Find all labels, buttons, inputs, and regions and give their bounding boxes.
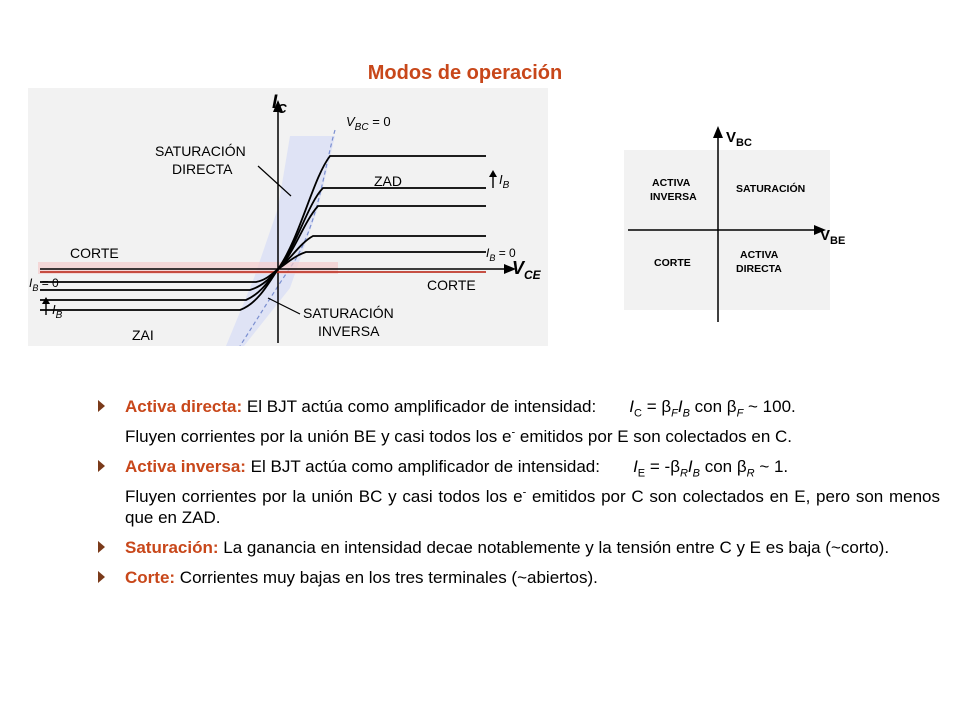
q-activa-inversa-1: ACTIVA xyxy=(652,177,691,189)
bullet-arrow-icon xyxy=(98,571,105,583)
bullet-text: La ganancia en intensidad decae notablemente y la tensión entre C y E es baja (~corto). xyxy=(218,538,890,557)
bullet-keyword: Activa inversa: xyxy=(125,457,246,476)
zad-label: ZAD xyxy=(374,173,402,189)
sat-directa-line1: SATURACIÓN xyxy=(155,143,246,159)
q-activa-directa-2: DIRECTA xyxy=(736,263,782,275)
bullet-keyword: Corte: xyxy=(125,568,176,587)
bjt-output-characteristics-diagram xyxy=(28,88,548,346)
vbc-zero-label: $V_{BC} = 0$ xyxy=(346,114,391,133)
bullet-keyword: Activa directa: xyxy=(125,397,243,416)
q-corte: CORTE xyxy=(654,257,691,269)
q-activa-inversa-2: INVERSA xyxy=(650,191,697,203)
operating-modes-list xyxy=(98,396,940,597)
vbe-axis-label: $V_{BE}$ xyxy=(820,227,846,247)
corte-right-label: CORTE xyxy=(427,277,476,293)
sat-inversa-line2: INVERSA xyxy=(318,323,380,339)
ib-left-label: $I_B$ xyxy=(52,302,63,321)
operating-modes-quadrant-diagram xyxy=(620,120,854,326)
zai-label: ZAI xyxy=(132,327,154,343)
sat-inversa-line1: SATURACIÓN xyxy=(303,305,394,321)
page-title: Modos de operación xyxy=(367,62,563,84)
corte-left-label: CORTE xyxy=(70,245,119,261)
formula-ie: $I_E = -\beta_RI_B$ con $\beta_R$ ~ 1. xyxy=(633,457,789,480)
bullet-keyword: Saturación: xyxy=(125,538,219,557)
ic-axis-label: $I_C$ xyxy=(272,92,287,116)
bullet-activa-directa xyxy=(98,396,940,420)
ib-up-label: $I_B$ xyxy=(499,172,510,191)
paragraph-activa-inversa: Fluyen corrientes por la unión BC y casi todos los e- emitidos por C son colectados en E, pero son menos que en ZAD. xyxy=(125,486,940,527)
vbc-axis-arrow xyxy=(713,126,723,138)
bullet-activa-inversa xyxy=(98,456,940,480)
bullet-text: El BJT actúa como amplificador de intensidad: xyxy=(245,457,600,476)
ib-zero-right-label: $I_B = 0$ xyxy=(486,246,516,263)
vbc-axis-label: $V_{BC}$ xyxy=(726,129,752,149)
sat-directa-line2: DIRECTA xyxy=(172,161,233,177)
q-activa-directa-1: ACTIVA xyxy=(740,249,779,261)
bullet-arrow-icon xyxy=(98,460,105,472)
bullet-text: Corrientes muy bajas en los tres terminales (~abiertos). xyxy=(175,568,598,587)
q-saturacion: SATURACIÓN xyxy=(736,183,806,195)
paragraph-activa-directa: Fluyen corrientes por la unión BE y casi todos los e- emitidos por E son colectados en C. xyxy=(125,426,793,446)
vce-axis-label: $V_{CE}$ xyxy=(512,258,541,282)
formula-ic: $I_C = \beta_FI_B$ con $\beta_F$ ~ 100. xyxy=(629,397,796,420)
bullet-arrow-icon xyxy=(98,541,105,553)
bullet-arrow-icon xyxy=(98,400,105,412)
ib-zero-left-label: $I_B = 0$ xyxy=(29,276,59,293)
bullet-corte xyxy=(98,567,940,588)
bullet-saturacion xyxy=(98,537,940,558)
bullet-text: El BJT actúa como amplificador de intensidad: xyxy=(242,397,597,416)
